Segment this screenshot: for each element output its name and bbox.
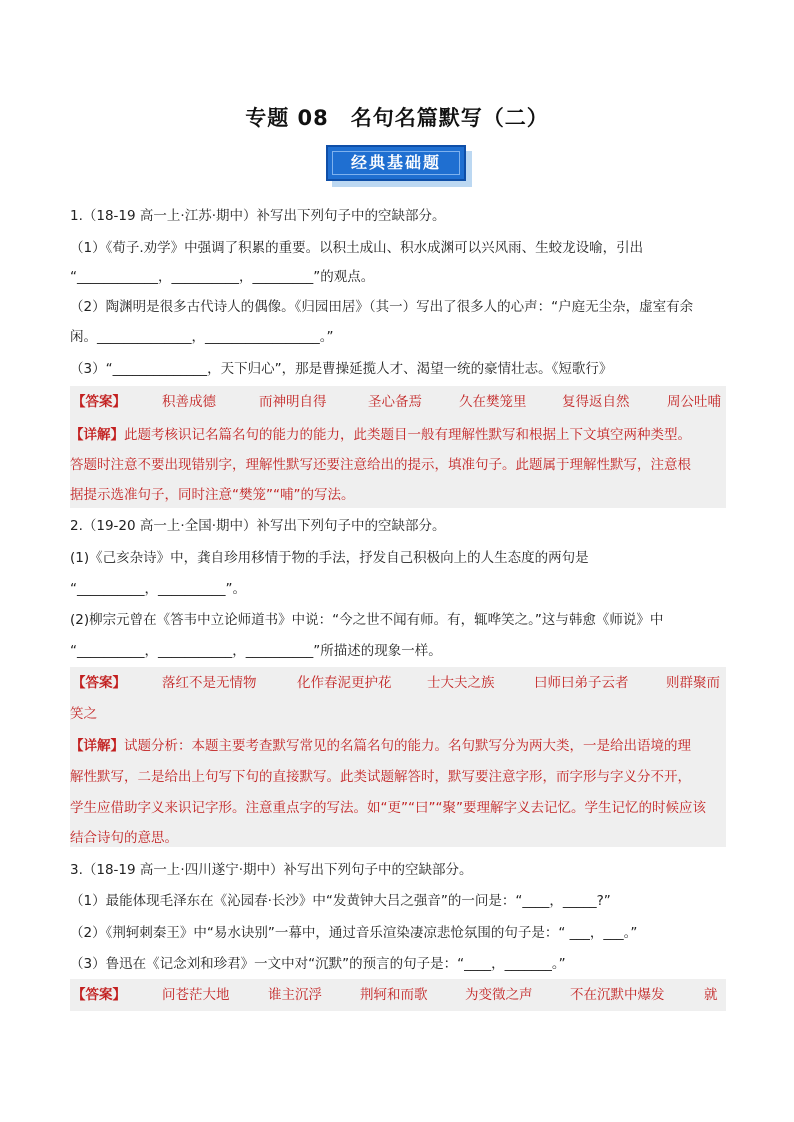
answer-item: 则群聚而 (666, 675, 720, 691)
answer-label: 【答案】 (72, 394, 126, 410)
q1-detail-line1 (70, 425, 726, 445)
answer-item: 为变徵之声 (465, 987, 533, 1003)
answer-item: 积善成德 (162, 394, 216, 410)
answer-item: 曰师曰弟子云者 (534, 675, 629, 691)
answer-item: 问苍茫大地 (162, 987, 230, 1003)
q2-part2-line2: “__________，___________，__________”所描述的现象一样。 (70, 643, 442, 659)
q2-answer-continued: 笑之 (70, 706, 97, 722)
q3-part3: （3）鲁迅在《记念刘和珍君》一文中对“沉默”的预言的句子是：“____，_______。” (70, 956, 566, 972)
detail-label: 【详解】 (70, 738, 124, 754)
answer-item: 落红不是无情物 (162, 675, 257, 691)
detail-label: 【详解】 (70, 427, 124, 443)
answer-item: 久在樊笼里 (459, 394, 527, 410)
detail-text: 此题考核识记名篇名句的能力的能力，此类题目一般有理解性默写和根据上下文填空两种类型。 (124, 427, 691, 443)
q1-part3: （3）“______________，天下归心”，那是曹操延揽人才、渴望一统的豪情壮志。《短歌行》 (70, 361, 613, 377)
answer-label: 【答案】 (72, 987, 126, 1003)
answer-item: 而神明自得 (259, 394, 327, 410)
q1-detail-line3: 据提示选准句子，同时注意“樊笼”“哺”的写法。 (70, 487, 355, 503)
answer-label: 【答案】 (72, 675, 126, 691)
answer-item: 复得返自然 (562, 394, 630, 410)
q2-detail-line2: 解性默写，二是给出上句写下句的直接默写。此类试题解答时，默写要注意字形，而字形与字义分不开， (70, 769, 691, 785)
q1-part1-line2: “____________，__________，_________”的观点。 (70, 269, 375, 285)
answer-item: 就 (704, 987, 718, 1003)
q2-answer-block (70, 667, 726, 847)
q2-detail-line3: 学生应借助字义来识记字形。注意重点字的写法。如“更”“曰”“聚”要理解字义去记忆。学生记忆的时候应该 (70, 800, 706, 816)
q1-detail-line2: 答题时注意不要出现错别字，理解性默写还要注意给出的提示，填准句子。此题属于理解性默写，注意根 (70, 457, 691, 473)
q3-heading: 3.（18-19 高一上·四川遂宁·期中）补写出下列句子中的空缺部分。 (70, 862, 473, 878)
q2-part1-line1: (1)《己亥杂诗》中，龚自珍用移情于物的手法，抒发自己积极向上的人生态度的两句是 (70, 550, 589, 566)
q2-part1-line2: “__________，__________”。 (70, 581, 246, 597)
q3-part1: （1）最能体现毛泽东在《沁园春·长沙》中“发黄钟大吕之强音”的一问是：“____，_____?” (70, 893, 611, 909)
answer-item: 圣心备焉 (368, 394, 422, 410)
answer-item: 化作春泥更护花 (297, 675, 392, 691)
q2-heading: 2.（19-20 高一上·全国·期中）补写出下列句子中的空缺部分。 (70, 518, 446, 534)
badge-label: 经典基础题 (326, 145, 466, 181)
answer-item: 周公吐哺 (667, 394, 721, 410)
q2-detail-line4: 结合诗句的意思。 (70, 830, 178, 846)
answer-item: 荆轲和而歌 (360, 987, 428, 1003)
q1-part1-line1: （1）《荀子.劝学》中强调了积累的重要。以积土成山、积水成渊可以兴风雨、生蛟龙设喻，引出 (70, 240, 644, 256)
detail-text: 试题分析：本题主要考查默写常见的名篇名句的能力。名句默写分为两大类，一是给出语境的理 (124, 738, 691, 754)
q2-part2-line1: (2)柳宗元曾在《答韦中立论师道书》中说：“今之世不闻有师。有，辄哗笑之。”这与韩愈《师说》中 (70, 612, 664, 628)
q3-part2: （2）《荆轲刺秦王》中“易水诀别”一幕中，通过音乐渲染凄凉悲怆氛围的句子是：“ ___，___。” (70, 925, 638, 941)
page-title: 专题 08 名句名篇默写（二） (245, 106, 549, 130)
q2-detail-line1 (70, 736, 726, 756)
answer-item: 士大夫之族 (427, 675, 495, 691)
section-badge (326, 145, 474, 189)
q1-part2-line2: 闲。______________，_________________。” (70, 329, 334, 345)
q1-heading: 1.（18-19 高一上·江苏·期中）补写出下列句子中的空缺部分。 (70, 208, 446, 224)
answer-item: 谁主沉浮 (268, 987, 322, 1003)
answer-item: 不在沉默中爆发 (570, 987, 665, 1003)
q1-part2-line1: （2）陶渊明是很多古代诗人的偶像。《归园田居》（其一）写出了很多人的心声：“户庭无尘杂，虚室有余 (70, 299, 694, 315)
